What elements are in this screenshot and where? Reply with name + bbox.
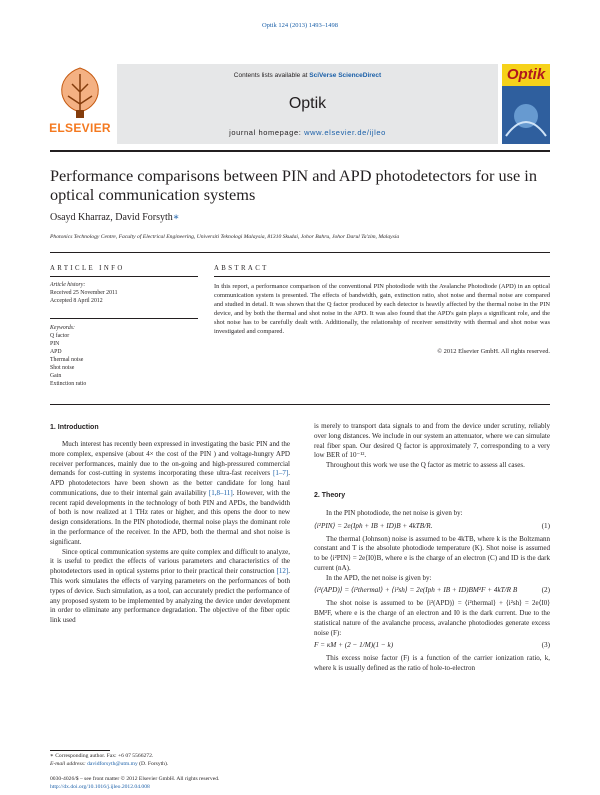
cover-title: Optik <box>502 64 550 86</box>
citation-link[interactable]: [1–7] <box>272 469 289 478</box>
footnotes <box>50 752 310 768</box>
journal-reference[interactable]: Optik 124 (2013) 1493–1498 <box>261 22 338 29</box>
keywords-rule <box>50 318 198 319</box>
continuation-paragraph-2: Throughout this work we use the Q factor as metric to assess all cases. <box>326 461 525 470</box>
intro-text: . This work simulates the effects of varying parameters on the performances of both types of device. Such simulation, as a tool, can accurately predict the performance of any proposed system to be implemented by analyzing the device under development in order to eliminate any performance degradation. The objective of the fiber optic link used <box>50 567 290 625</box>
abstract-rule <box>214 276 550 277</box>
article-info-rule <box>50 276 198 277</box>
paper-title: Performance comparisons between PIN and APD photodetectors for use in optical communication systems <box>50 166 537 204</box>
issn-line: 0030-4026/$ – see front matter © 2012 Elsevier GmbH. All rights reserved. <box>50 776 220 782</box>
email-note <box>50 760 310 768</box>
equation-2-row <box>314 586 550 596</box>
journal-name: Optik <box>288 95 327 112</box>
equation-3-number: (3) <box>541 641 550 650</box>
homepage-line <box>117 128 498 137</box>
section-heading-theory: 2. Theory <box>314 492 346 499</box>
keywords-list <box>50 324 198 388</box>
homepage-prefix: journal homepage: <box>229 128 305 137</box>
intro-paragraph-2 <box>50 548 290 626</box>
theory-paragraph: In the PIN photodiode, the net noise is given by: <box>326 509 463 517</box>
history-label: Article history: <box>50 282 86 288</box>
abstract-body: In this report, a performance comparison of the conventional PIN photodiode with the Avalanche Photodiode (APD) in an optical communication system is presented. The effects of bandwidth, gain, extinction ratio, shot noise and thermal noise are compared and studied in detail. It was shown that the Q factor produced by each detector is heavily affected by the thermal noise in the PIN device, and by both the thermal and shot noise in the APD. It was also found that the APD's gain plays a significant role, and the shot noise has to be carefully dealt with. Additionally, the relationship of receiver sensitivity with thermal and shot noise was investigated and compared. <box>214 283 550 335</box>
right-column-continuation <box>314 422 550 471</box>
equation-1: ⟨i²PIN⟩ = 2e(Iph + IB + ID)B + 4kTB/R. <box>314 521 433 530</box>
keyword-item: Shot noise <box>50 365 75 371</box>
introduction-body <box>50 440 290 626</box>
email-link[interactable]: davidforsyth@utm.my <box>87 761 138 767</box>
header-rule <box>50 150 550 152</box>
footnote-rule <box>50 750 110 751</box>
theory-paragraph: The shot noise is assumed to be ⟨i²(APD)⟩ = ⟨i²thermal⟩ + ⟨i²sh⟩ = 2e⟨I0⟩BM²F, where e is the charge of an electron and I0 is the dark current. Due to the statistical nature of the avalanche process, avalanche photodiodes generate excess noise (F): <box>314 599 550 637</box>
article-history <box>50 281 198 305</box>
keyword-item: Extinction ratio <box>50 381 87 387</box>
email-label: E-mail address: <box>50 761 88 767</box>
theory-body <box>314 509 550 674</box>
publisher-name: ELSEVIER <box>49 121 111 135</box>
accepted-date: Accepted 8 April 2012 <box>50 298 103 304</box>
equation-1-row <box>314 522 550 532</box>
doi-link[interactable]: http://dx.doi.org/10.1016/j.ijleo.2012.04.008 <box>50 784 150 790</box>
abstract-heading: ABSTRACT <box>214 265 269 272</box>
keyword-item: APD <box>50 349 62 355</box>
keywords-label: Keywords: <box>50 325 75 331</box>
equation-2-number: (2) <box>541 586 550 595</box>
equation-2: ⟨i²(APD)⟩ = ⟨i²thermal⟩ + ⟨i²sh⟩ = 2e(Iph + IB + ID)BM²F + 4kT/R B <box>314 586 518 595</box>
cover-art-icon <box>502 88 550 144</box>
intro-text: Since optical communication systems are quite complex and difficult to analyze, it is useful to predict the effects of various parameters and characteristics of the photodetectors used in optical systems prior to their practical their construction <box>50 547 290 576</box>
citation-link[interactable]: [12] <box>276 567 289 576</box>
equation-1-number: (1) <box>541 521 550 530</box>
intro-text: . APD photodetectors have been shown as the better candidate for long haul communications, due to their internal gain availability <box>50 469 290 497</box>
citation-link[interactable]: [1,8–11] <box>208 488 233 497</box>
homepage-link[interactable]: www.elsevier.de/ijleo <box>304 128 386 137</box>
keyword-item: PIN <box>50 341 60 347</box>
author-list <box>50 212 180 223</box>
received-date: Received 25 November 2011 <box>50 290 118 296</box>
corresponding-author-note: ∗ Corresponding author. Fax: +6 07 5566272. <box>50 753 154 759</box>
theory-paragraph: In the APD, the net noise is given by: <box>326 573 432 582</box>
front-matter-info <box>50 775 350 791</box>
keyword-item: Q factor <box>50 333 70 339</box>
article-info-heading: ARTICLE INFO <box>50 265 125 272</box>
authors-names: Osayd Kharraz, David Forsyth <box>50 212 173 223</box>
keyword-item: Gain <box>50 373 62 379</box>
sciencedirect-link[interactable]: SciVerse ScienceDirect <box>309 72 382 79</box>
contents-line <box>117 72 498 79</box>
intro-text: Much interest has recently been expressed in investigating the basic PIN and the more complex, expensive (about 4× the cost of the PIN ) and voltage-hungry APD receiver performances, mainly due to the on-going and high-pressured commercial demands for cost-cutting in systems incorporating these ultra-fast receivers <box>50 440 290 478</box>
equation-3-row <box>314 641 550 651</box>
abstract-bottom-rule <box>50 404 550 405</box>
affiliation: Photonics Technology Centre, Faculty of Electrical Engineering, Universiti Teknologi Malaysia, 81310 Skudai, Johor Bahru, Johor Darul Ta'zim, Malaysia <box>50 234 400 240</box>
journal-cover <box>502 64 550 144</box>
intro-text: . However, with the recent rapid developments in the technology of both PIN and APDs, the bandwidth of both is now realized at 1 THz rates or higher, and this opens the door to new design considerations. In the PIN photodiode, thermal noise plays the dominant role in the performance of the receiver. In the APD, both the thermal and shot noise is significant. <box>50 488 290 546</box>
equation-3: F = κM + (2 − 1/M)(1 − k) <box>314 641 394 650</box>
section-heading-introduction: 1. Introduction <box>50 424 99 431</box>
affiliation-rule <box>50 252 550 253</box>
keyword-item: Thermal noise <box>50 357 84 363</box>
theory-paragraph: The thermal (Johnson) noise is assumed to be 4kTB, where k is the Boltzmann constant and T is the absolute photodiode temperature (K). Shot noise is assumed to be ⟨i²PIN⟩ = 2e⟨I0⟩B, where e is the charge of an electron (C) and ID is the dark current (nA). <box>314 534 550 572</box>
continuation-paragraph: is merely to transport data signals to and from the device under scrutiny, reliably over long distances. We include in our system an attenuator, where we can simulate real fiber span. Our desired Q factor is approximately 7, corresponding to a very low BER of 10⁻¹². <box>314 422 550 460</box>
contents-prefix: Contents lists available at <box>233 72 310 79</box>
corresponding-author-mark[interactable]: ∗ <box>172 212 180 223</box>
intro-paragraph-1 <box>50 440 290 548</box>
email-owner: (D. Forsyth). <box>137 761 169 767</box>
copyright-notice: © 2012 Elsevier GmbH. All rights reserved. <box>437 348 550 355</box>
theory-paragraph: This excess noise factor (F) is a function of the carrier ionization ratio, k, where k is usually defined as the ratio of hole-to-electron <box>314 654 550 672</box>
